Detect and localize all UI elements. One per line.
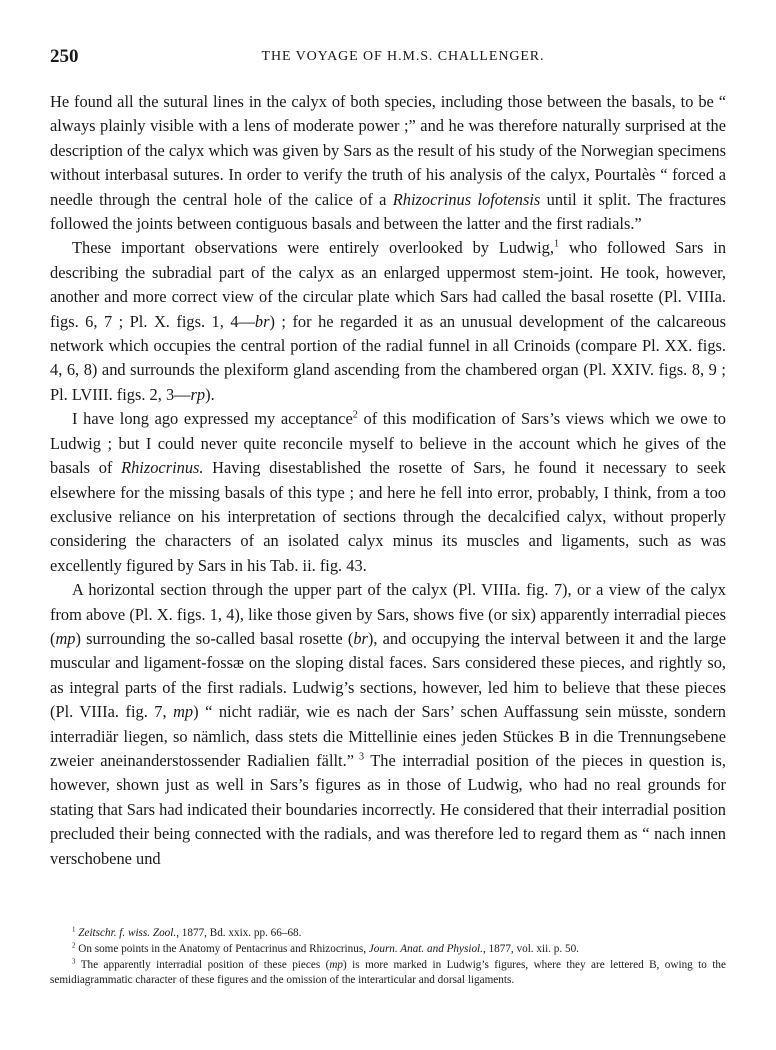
italic-text: br bbox=[254, 311, 270, 331]
footnote bbox=[50, 942, 726, 958]
italic-text: mp bbox=[329, 958, 344, 971]
footnote-marker: 1 bbox=[72, 925, 76, 934]
footnote-marker: 1 bbox=[553, 238, 560, 250]
text-run: These important observations were entirely overlooked by Ludwig, bbox=[72, 238, 554, 258]
italic-text: br bbox=[353, 628, 368, 648]
text-run: I have long ago expressed my acceptance bbox=[72, 409, 353, 429]
paragraph bbox=[50, 407, 726, 578]
footnote-marker: 3 bbox=[72, 956, 76, 965]
footnote-marker: 2 bbox=[72, 941, 76, 950]
text-run: ) “ nicht radiär, wie es nach der Sars’ schen Auffassung sein müsste, sondern interradiär liegen, so nämlich, dass stets die Mittellinie eines jeden Stückes B in die Trennungsebene zweier aneinanderstossender Radialien fällt.” bbox=[50, 702, 726, 770]
text-run: Having disestablished the rosette of Sars, he found it necessary to seek elsewhere for the missing basals of this type ; and here he fell into error, probably, I think, from a too exclusive reliance on his interpretation of sections through the decalcified calyx, without properly considering the characters of an isolated calyx minus its muscles and ligaments, such as was excellently figured by Sars in his Tab. ii. fig. 43. bbox=[50, 458, 726, 575]
italic-text: Zeitschr. f. wiss. Zool. bbox=[78, 927, 177, 939]
body-text bbox=[50, 90, 726, 871]
text-run: , 1877, Bd. xxix. pp. 66–68. bbox=[176, 927, 302, 939]
text-run: A horizontal section through the upper part of the calyx (Pl. VIIIa. fig. 7), or a view of the calyx from above (Pl. X. figs. 1, 4), like those given by Sars, shows five (or six) apparently interradial pieces ( bbox=[50, 580, 726, 648]
footnote-marker: 2 bbox=[352, 409, 358, 421]
paragraph bbox=[50, 236, 726, 407]
text-run: ). bbox=[205, 384, 215, 404]
running-title: THE VOYAGE OF H.M.S. CHALLENGER. bbox=[261, 49, 545, 64]
text-run: ) surrounding the so-called basal rosette ( bbox=[75, 628, 354, 648]
footnote bbox=[50, 958, 726, 990]
paragraph bbox=[50, 578, 726, 871]
text-run: ) is more marked in Ludwig’s figures, where they are lettered B, owing to the semidiagrammatic character of these figures and the omission of the interarticular and dorsal ligaments. bbox=[50, 958, 726, 987]
italic-text: Journ. Anat. and Physiol. bbox=[368, 942, 483, 955]
text-run: The interradial position of the pieces in question is, however, shown just as well in Sars’s figures as in those of Ludwig, who had no real grounds for stating that Sars had indicated their boundaries incorrectly. He considered that their interradial position precluded their being connected with the radials, and was therefore led to regard them as “ nach innen verschobene und bbox=[50, 750, 726, 868]
italic-text: Rhizocrinus lofotensis bbox=[392, 189, 541, 209]
text-run: On some points in the Anatomy of Pentacrinus and Rhizocrinus, bbox=[75, 942, 369, 955]
italic-text: mp bbox=[55, 628, 76, 648]
italic-text: mp bbox=[173, 702, 194, 722]
text-run: until it split. The fractures followed the joints between contiguous basals and between the latter and the first radials.” bbox=[50, 189, 726, 234]
page-header bbox=[50, 46, 726, 70]
footnote-marker: 3 bbox=[353, 751, 365, 763]
text-run: of this modification of Sars’s views which we owe to Ludwig ; but I could never quite reconcile myself to believe in the account which he gives of the basals of bbox=[50, 409, 726, 478]
text-run: ), and occupying the interval between it and the large muscular and ligament-fossæ on the sloping distal faces. Sars considered these pieces, and rightly so, as integral parts of the first radials. Ludwig’s sections, however, led him to believe that these pieces (Pl. VIIIa. fig. 7, bbox=[50, 628, 726, 722]
text-run: , 1877, vol. xii. p. 50. bbox=[482, 942, 579, 955]
footnotes bbox=[50, 926, 726, 989]
page-number: 250 bbox=[50, 46, 79, 67]
page bbox=[50, 46, 726, 871]
footnote bbox=[50, 926, 726, 942]
italic-text: Rhizocrinus. bbox=[121, 458, 204, 478]
text-run: ) ; for he regarded it as an unusual development of the calcareous network which occupies the central portion of the radial funnel in all Crinoids (compare Pl. XX. figs. 4, 6, 8) and surrounds the plexiform gland ascending from the chambered organ (Pl. XXIV. figs. 8, 9 ; Pl. LVIII. figs. 2, 3— bbox=[50, 311, 726, 404]
text-run: The apparently interradial position of these pieces ( bbox=[75, 958, 330, 971]
text-run: He found all the sutural lines in the calyx of both species, including those between the basals, to be “ always plainly visible with a lens of moderate power ;” and he was therefore naturally surprised at the description of the calyx which was given by Sars as the result of his study of the Norwegian specimens without interbasal sutures. In order to verify the truth of his analysis of the calyx, Pourtalès “ forced a needle through the central hole of the calice of a bbox=[50, 92, 726, 209]
paragraph bbox=[50, 90, 726, 236]
text-run: who followed Sars in describing the subradial part of the calyx as an enlarged uppermost stem-joint. He took, however, another and more correct view of the circular plate which Sars had called the basal rosette (Pl. VIIIa. figs. 6, 7 ; Pl. X. figs. 1, 4— bbox=[50, 238, 727, 331]
italic-text: rp bbox=[190, 384, 206, 404]
